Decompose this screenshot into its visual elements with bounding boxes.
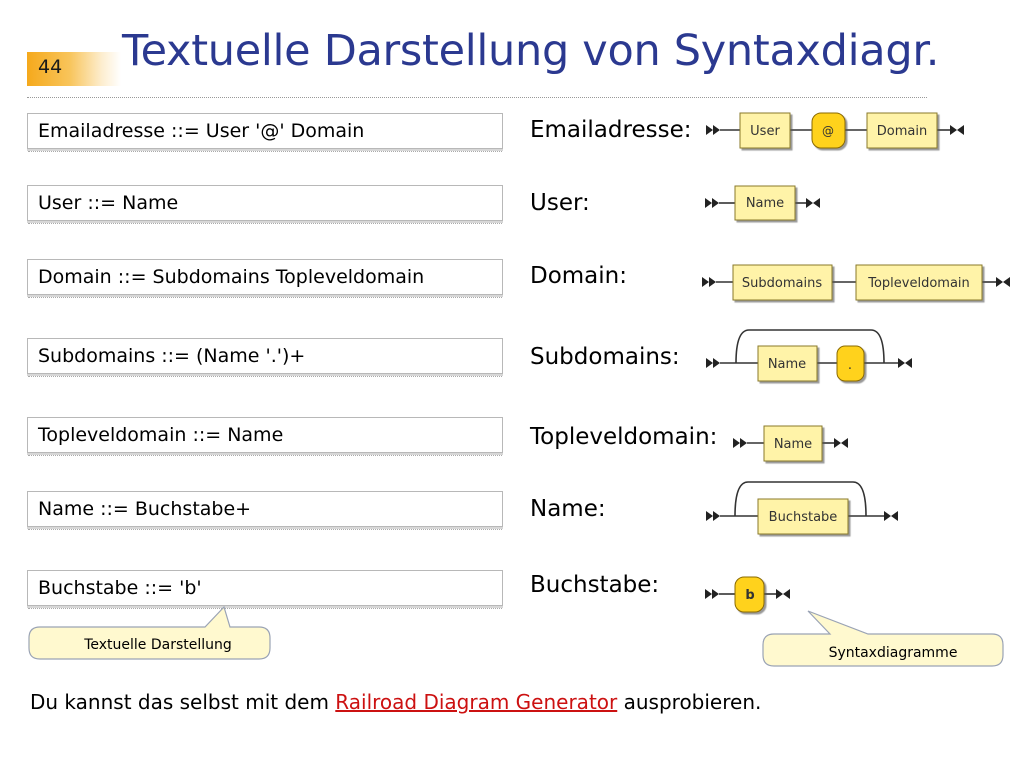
start-marker — [705, 198, 719, 208]
label-topleveldomain: Topleveldomain: — [530, 424, 718, 450]
callout-textual-text: Textuelle Darstellung — [84, 637, 232, 653]
rule-user: User ::= Name — [27, 185, 503, 221]
node-buchstabe-label: Buchstabe — [768, 510, 838, 525]
label-domain: Domain: — [530, 263, 627, 289]
end-marker — [806, 198, 820, 208]
node-name — [735, 186, 795, 220]
node-user — [740, 113, 790, 148]
rule-domain: Domain ::= Subdomains Topleveldomain — [27, 259, 503, 295]
rule-name: Name ::= Buchstabe+ — [27, 491, 503, 527]
callout-syntax — [763, 611, 1003, 666]
page-number: 44 — [38, 56, 63, 78]
start-marker — [733, 438, 747, 448]
railroad-generator-link[interactable]: Railroad Diagram Generator — [335, 690, 618, 714]
end-marker — [996, 277, 1010, 287]
node-name — [758, 346, 817, 381]
node-name-label: Name — [773, 437, 813, 452]
label-name: Name: — [530, 496, 606, 522]
rule-buchstabe: Buchstabe ::= 'b' — [27, 570, 503, 606]
node-user-label: User — [750, 124, 780, 139]
end-marker — [898, 358, 912, 368]
node-domain-label: Domain — [876, 124, 928, 139]
callout-textual — [29, 607, 270, 659]
end-marker — [776, 589, 790, 599]
end-marker — [834, 438, 848, 448]
label-emailadresse: Emailadresse: — [530, 117, 692, 143]
end-marker — [884, 511, 898, 521]
start-marker — [706, 358, 720, 368]
note-text-after: ausprobieren. — [617, 690, 762, 714]
bottom-note — [30, 688, 761, 716]
node-at-terminal — [812, 113, 845, 148]
node-at-label: @ — [822, 124, 834, 138]
node-name — [764, 426, 822, 461]
rule-subdomains: Subdomains ::= (Name '.')+ — [27, 338, 503, 374]
start-marker — [706, 511, 720, 521]
callout-syntax-text: Syntaxdiagramme — [828, 645, 958, 661]
node-domain — [867, 113, 937, 148]
node-dot-terminal — [837, 346, 864, 381]
start-marker — [702, 277, 716, 287]
rule-topleveldomain: Topleveldomain ::= Name — [27, 417, 503, 453]
rule-emailadresse: Emailadresse ::= User '@' Domain — [27, 113, 503, 149]
node-dot-label: . — [847, 358, 853, 373]
page-title: Textuelle Darstellung von Syntaxdiagr. — [122, 26, 940, 76]
note-text-before: Du kannst das selbst mit dem — [30, 690, 336, 714]
node-name-label: Name — [745, 196, 785, 211]
node-b-terminal — [735, 577, 764, 612]
label-subdomains: Subdomains: — [530, 344, 680, 370]
start-marker — [706, 125, 720, 135]
node-topleveldomain-label: Topleveldomain — [868, 276, 970, 291]
node-subdomains-label: Subdomains — [741, 276, 823, 291]
label-buchstabe: Buchstabe: — [530, 572, 660, 598]
start-marker — [705, 589, 719, 599]
node-subdomains — [733, 265, 832, 300]
end-marker — [950, 125, 964, 135]
node-b-label: b — [745, 588, 755, 603]
node-buchstabe — [758, 499, 848, 534]
node-topleveldomain — [856, 265, 982, 300]
node-name-label: Name — [767, 357, 807, 372]
label-user: User: — [530, 190, 590, 216]
